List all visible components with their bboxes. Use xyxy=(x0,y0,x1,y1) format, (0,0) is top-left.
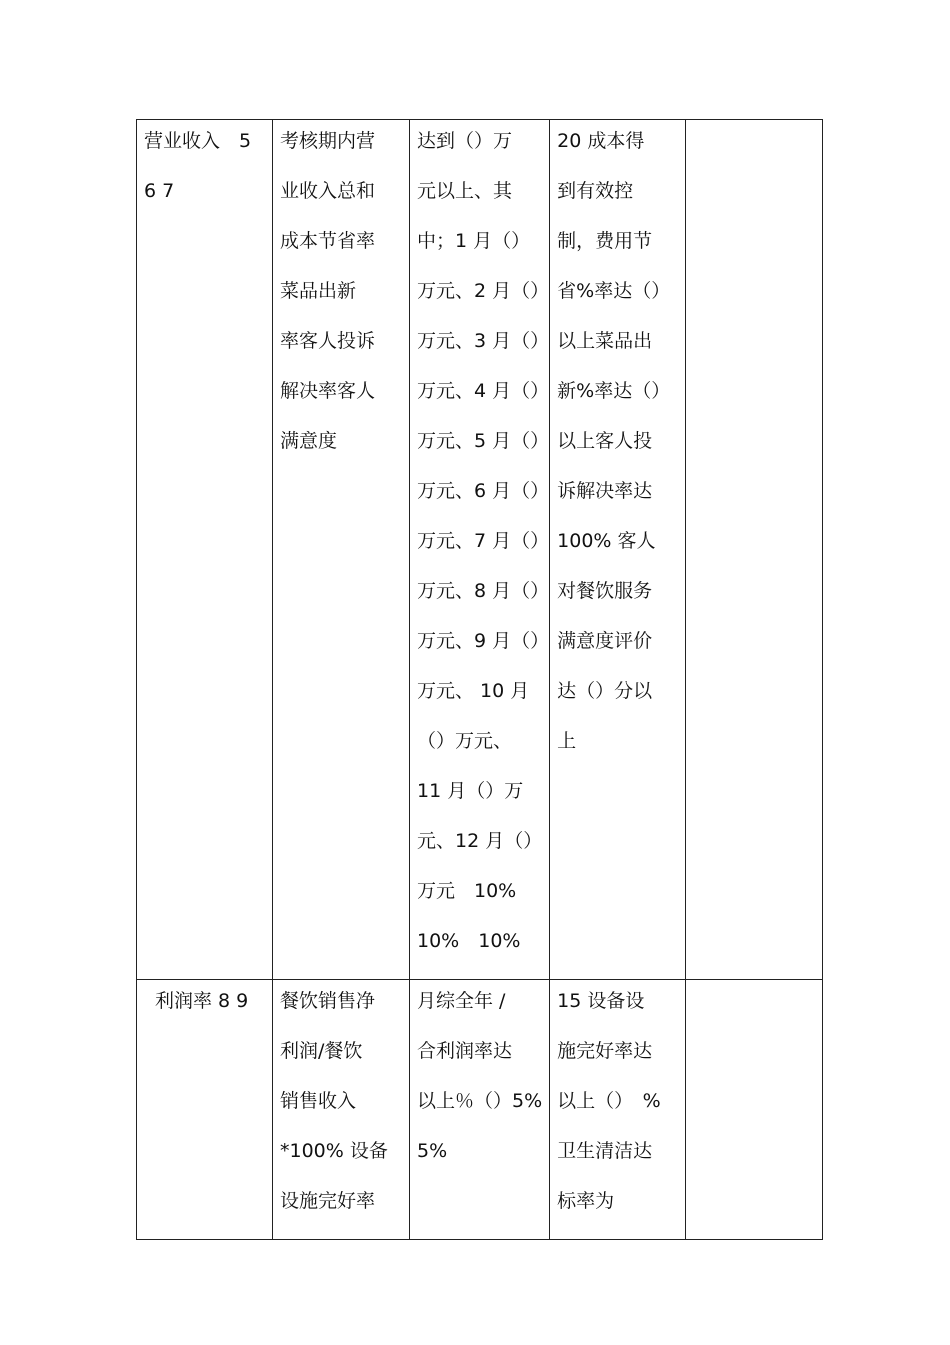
cell-text-line: 万元、 10 月 xyxy=(417,680,530,702)
cell-text-line: 元以上、其 xyxy=(417,180,513,202)
cell-text-line: 新%率达（） xyxy=(557,380,671,402)
cell-text-line: 到有效控 xyxy=(557,180,634,202)
cell-text-line: 20 成本得 xyxy=(557,130,645,152)
cell-text-line: 满意度 xyxy=(280,430,338,452)
cell-text-line: 以上菜品出 xyxy=(557,330,653,352)
cell-text-line: 10% 10% xyxy=(417,930,521,952)
table-row-profit xyxy=(137,980,823,1240)
target-cell xyxy=(410,980,550,1240)
cell-text-line: 利润/餐饮 xyxy=(280,1040,363,1062)
empty-cell xyxy=(686,980,823,1240)
cell-text-line: 元、12 月（） xyxy=(417,830,543,852)
cell-text-line: 满意度评价 xyxy=(557,630,653,652)
cell-text-line: 达（）分以 xyxy=(557,680,653,702)
cell-text-line: 诉解决率达 xyxy=(557,480,653,502)
cell-text-line: 万元、3 月（） xyxy=(417,330,550,352)
cell-text-line: 对餐饮服务 xyxy=(557,580,653,602)
cell-text-line: 万元、5 月（） xyxy=(417,430,550,452)
cell-text-line: 销售收入 xyxy=(280,1090,357,1112)
cell-text-line: 100% 客人 xyxy=(557,530,656,552)
cell-text-line: 餐饮销售净 xyxy=(280,990,376,1012)
definition-cell xyxy=(273,980,410,1240)
definition-cell xyxy=(273,120,410,980)
cell-text-line: 万元、8 月（） xyxy=(417,580,550,602)
weight-standard-cell xyxy=(550,120,686,980)
cell-text-line: *100% 设备 xyxy=(280,1140,388,1162)
cell-text-line: 万元、2 月（） xyxy=(417,280,550,302)
cell-text-line: 利润率 8 9 xyxy=(155,990,249,1012)
cell-text-line: 合利润率达 xyxy=(417,1040,513,1062)
cell-text-line: 中；1 月（） xyxy=(417,230,531,252)
cell-text-line: 以上客人投 xyxy=(557,430,653,452)
cell-text-line: 考核期内营 xyxy=(280,130,376,152)
cell-text-line: 制，费用节 xyxy=(557,230,653,252)
cell-text-line: 万元、6 月（） xyxy=(417,480,550,502)
cell-text-line: 万元、9 月（） xyxy=(417,630,550,652)
cell-text-line: 业收入总和 xyxy=(280,180,376,202)
cell-text-line: 万元 10% xyxy=(417,880,517,902)
cell-text-line: 营业收入 5 xyxy=(144,130,252,152)
cell-text-line: 设施完好率 xyxy=(280,1190,376,1212)
cell-text-line: 卫生清洁达 xyxy=(557,1140,653,1162)
cell-text-line: 以上％（）5% xyxy=(417,1090,543,1112)
cell-text-line: 15 设备设 xyxy=(557,990,645,1012)
indicator-cell xyxy=(137,120,273,980)
table-row-revenue xyxy=(137,120,823,980)
empty-cell xyxy=(686,120,823,980)
weight-standard-cell xyxy=(550,980,686,1240)
cell-text-line: （）万元、 xyxy=(417,730,513,752)
cell-text-line: 省%率达（） xyxy=(557,280,671,302)
cell-text-line: 万元、7 月（） xyxy=(417,530,550,552)
target-cell xyxy=(410,120,550,980)
cell-text-line: 11 月（）万 xyxy=(417,780,524,802)
cell-text-line: 达到（）万 xyxy=(417,130,513,152)
cell-text-line: 解决率客人 xyxy=(280,380,376,402)
cell-text-line: 菜品出新 xyxy=(280,280,357,302)
cell-text-line: 成本节省率 xyxy=(280,230,376,252)
cell-text-line: 上 xyxy=(557,730,577,752)
cell-text-line: 6 7 xyxy=(144,180,175,202)
cell-text-line: 以上（） % xyxy=(557,1090,661,1112)
cell-text-line: 标率为 xyxy=(557,1190,615,1212)
cell-text-line: 施完好率达 xyxy=(557,1040,653,1062)
cell-text-line: 率客人投诉 xyxy=(280,330,376,352)
indicator-cell xyxy=(137,980,273,1240)
assessment-table xyxy=(136,119,823,1240)
cell-text-line: 5% xyxy=(417,1140,448,1162)
cell-text-line: 月综全年 / xyxy=(417,990,506,1012)
cell-text-line: 万元、4 月（） xyxy=(417,380,550,402)
